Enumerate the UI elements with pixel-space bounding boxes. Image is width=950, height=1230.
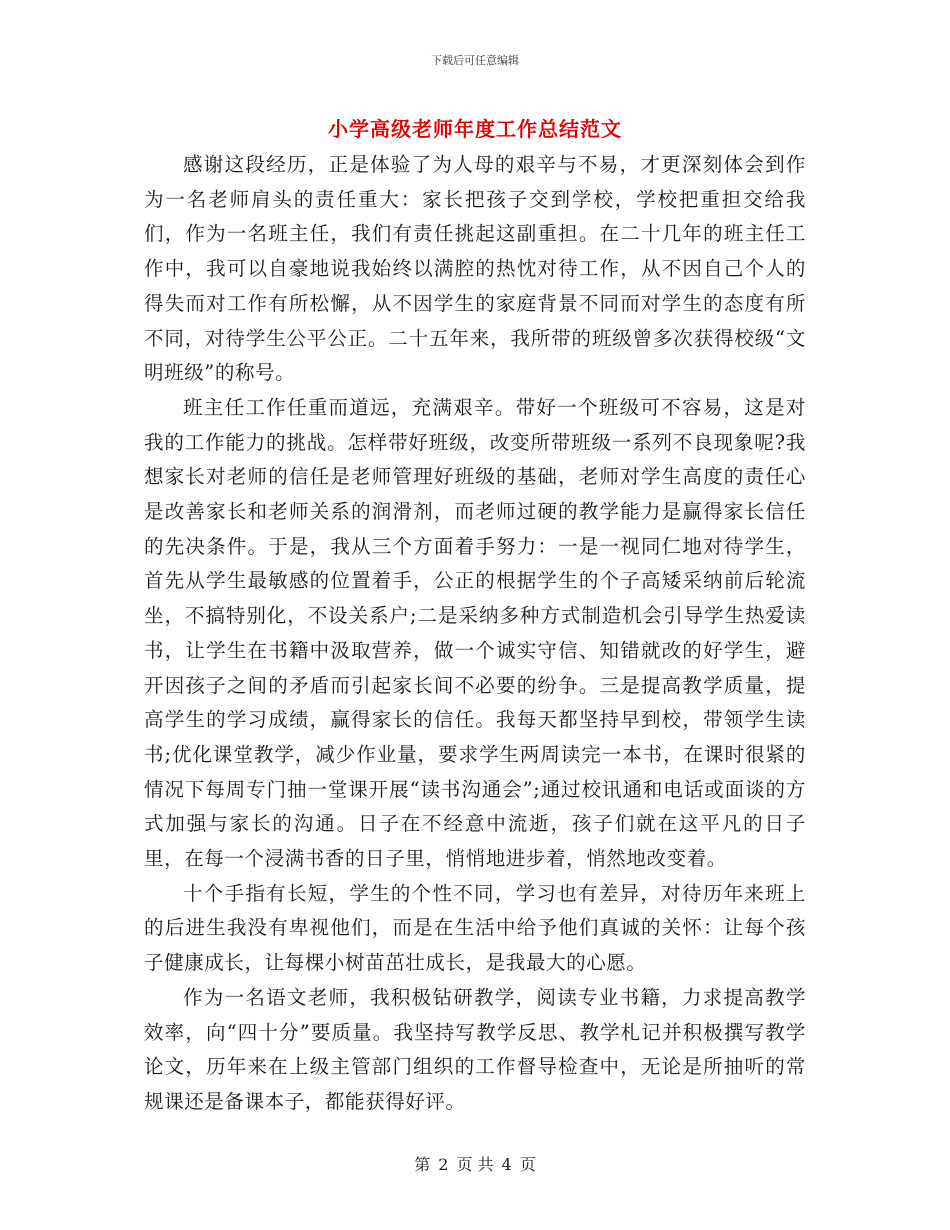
paragraph-3: 十个手指有长短，学生的个性不同，学习也有差异，对待历年来班上的后进生我没有卑视他们，而是在生活中给予他们真诚的关怀：让每个孩子健康成长，让每棵小树苗茁壮成长，是我最大的心愿。 (144, 881, 806, 975)
document-body (144, 148, 806, 1120)
document-title: 小学高级老师年度工作总结范文 (328, 117, 622, 141)
paragraph-1: 感谢这段经历，正是体验了为人母的艰辛与不易，才更深刻体会到作为一名老师肩头的责任重大：家长把孩子交到学校，学校把重担交给我们，作为一名班主任，我们有责任挑起这副重担。在二十几年的班主任工作中，我可以自豪地说我始终以满腔的热忱对待工作，从不因自己个人的得失而对工作有所松懈，从不因学生的家庭背景不同而对学生的态度有所不同，对待学生公平公正。二十五年来，我所带的班级曾多次获得校级“文明班级”的称号。 (144, 153, 806, 385)
total-pages: 4 (501, 1155, 512, 1174)
paragraph-4: 作为一名语文老师，我积极钻研教学，阅读专业书籍，力求提高教学效率，向“四十分”要质量。我坚持写教学反思、教学札记并积极撰写教学论文，历年来在上级主管部门组织的工作督导检查中，无论是所抽听的常规课还是备课本子，都能获得好评。 (144, 985, 806, 1113)
header-note: 下载后可任意编辑 (431, 54, 519, 67)
page-suffix: 页 (519, 1155, 536, 1174)
page-number: 2 (438, 1155, 449, 1174)
page-prefix: 第 (414, 1155, 431, 1174)
page-footer (0, 1152, 950, 1175)
paragraph-2: 班主任工作任重而道远，充满艰辛。带好一个班级可不容易，这是对我的工作能力的挑战。怎样带好班级，改变所带班级一系列不良现象呢?我想家长对老师的信任是老师管理好班级的基础，老师对学生高度的责任心是改善家长和老师关系的润滑剂，而老师过硬的教学能力是赢得家长信任的先决条件。于是，我从三个方面着手努力：一是一视同仁地对待学生，首先从学生最敏感的位置着手，公正的根据学生的个子高矮采纳前后轮流坐，不搞特别化，不设关系户;二是采纳多种方式制造机会引导学生热爱读书，让学生在书籍中汲取营养，做一个诚实守信、知错就改的好学生，避开因孩子之间的矛盾而引起家长间不必要的纷争。三是提高教学质量，提高学生的学习成绩，赢得家长的信任。我每天都坚持早到校，带领学生读书;优化课堂教学，减少作业量，要求学生两周读完一本书，在课时很紧的情况下每周专门抽一堂课开展“读书沟通会”;通过校讯通和电话或面谈的方式加强与家长的沟通。日子在不经意中流逝，孩子们就在这平凡的日子里，在每一个浸满书香的日子里，悄悄地进步着，悄然地改变着。 (144, 395, 806, 871)
page-mid: 页 共 (456, 1155, 494, 1174)
